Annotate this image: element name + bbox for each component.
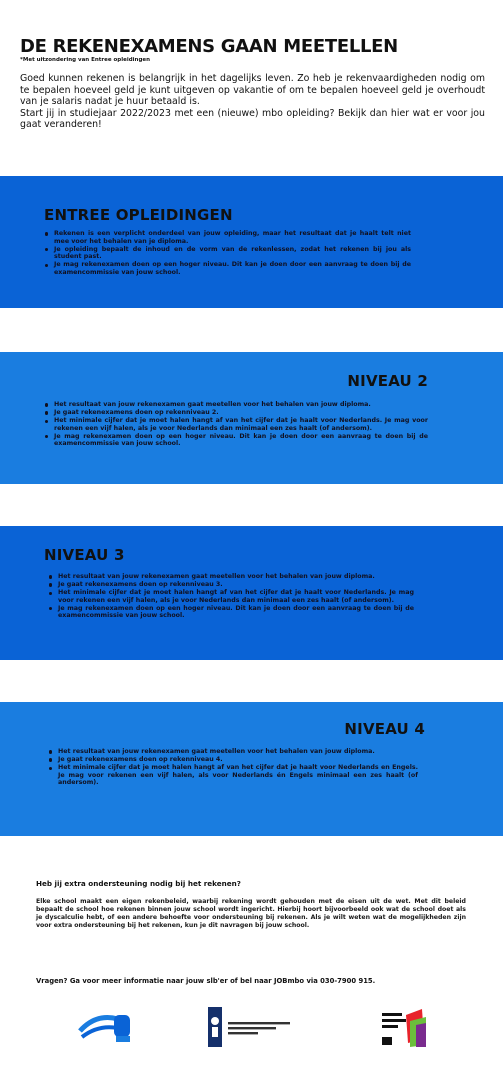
niveau-4-section — [0, 702, 503, 836]
entree-heading: ENTREE OPLEIDINGEN — [44, 206, 233, 224]
intro-text — [20, 73, 485, 131]
page-header — [20, 38, 485, 131]
niveau-3-heading: NIVEAU 3 — [44, 546, 125, 564]
list-item: Je gaat rekenexamens doen op rekenniveau 3. — [48, 581, 414, 589]
list-item: Het minimale cijfer dat je moet halen hangt af van het cijfer dat je haalt voor Nederlands. Je mag voor rekenen een vijf halen, als je voor Nederlands dan minimaal een zes haalt (of andersom). — [44, 417, 428, 432]
list-item: Je opleiding bepaalt de inhoud en de vorm van de rekenlessen, zodat het rekenen bij jou als student past. — [44, 246, 411, 261]
niveau-2-list — [44, 401, 428, 449]
list-item: Je gaat rekenexamens doen op rekenniveau 2. — [44, 409, 428, 417]
niveau-4-heading: NIVEAU 4 — [344, 720, 425, 738]
list-item: Het minimale cijfer dat je moet halen hangt af van het cijfer dat je haalt voor Nederlands. Je mag voor rekenen een vijf halen, als je voor Nederlands dan minimaal een zes haalt (of andersom). — [48, 589, 414, 604]
niveau-2-section — [0, 352, 503, 484]
list-item: Het minimale cijfer dat je moet halen hangt af van het cijfer dat je haalt voor Nederlands en Engels. Je mag voor rekenen een vijf halen, als voor Nederlands én Engels minimaal een zes haalt (of andersom). — [48, 764, 418, 787]
rijksoverheid-logo — [208, 1007, 326, 1047]
intro-paragraph-1: Goed kunnen rekenen is belangrijk in het dagelijks leven. Zo heb je rekenvaardigheden nodig om te bepalen hoeveel geld je kunt uitgeven op vakantie of om te bepalen hoeveel geld je overhoudt van je salaris nadat je huur betaald is. — [20, 73, 485, 108]
list-item: Je mag rekenexamen doen op een hoger niveau. Dit kan je doen door een aanvraag te doen bij de examencommissie van jouw school. — [44, 433, 428, 448]
entree-list — [44, 230, 411, 277]
title-footnote: *Met uitzondering van Entree opleidingen — [20, 57, 151, 63]
list-item: Rekenen is een verplicht onderdeel van jouw opleiding, maar het resultaat dat je haalt telt niet mee voor het behalen van je diploma. — [44, 230, 411, 245]
support-body: Elke school maakt een eigen rekenbeleid, waarbij rekening wordt gehouden met de eisen uit de wet. Met dit beleid bepaalt de school hoe rekenen binnen jouw school wordt ingericht. Hierbij hoort bijvoorbeeld ook wat de school doet als je dyscalculie hebt, of een andere behoefte voor ondersteuning bij rekenen. Als je wilt weten wat de mogelijkheden zijn voor extra ondersteuning bij het rekenen, kun je dit navragen bij jouw school. — [36, 898, 466, 929]
niveau-2-heading: NIVEAU 2 — [347, 372, 428, 390]
list-item: Het resultaat van jouw rekenexamen gaat meetellen voor het behalen van jouw diploma. — [48, 573, 414, 581]
samen-rekenen-logo — [380, 1003, 428, 1049]
list-item: Je mag rekenexamen doen op een hoger niveau. Dit kan je doen door een aanvraag te doen bij de examencommissie van jouw school. — [48, 605, 414, 620]
intro-paragraph-2: Start jij in studiejaar 2022/2023 met een (nieuwe) mbo opleiding? Bekijk dan hier wat er voor jou gaat veranderen! — [20, 107, 485, 131]
support-section — [36, 879, 466, 930]
list-item: Je gaat rekenexamens doen op rekenniveau 4. — [48, 756, 418, 764]
niveau-4-list — [48, 748, 418, 787]
logo-bar — [0, 1001, 503, 1051]
entree-section — [0, 176, 503, 308]
support-title: Heb jij extra ondersteuning nodig bij het rekenen? — [36, 879, 241, 888]
jobmbo-logo — [78, 1009, 133, 1045]
niveau-3-list — [48, 573, 414, 621]
niveau-3-section — [0, 526, 503, 660]
contact-text: Vragen? Ga voor meer informatie naar jouw slb'er of bel naar JOBmbo via 030-7900 915. — [36, 977, 376, 985]
list-item: Het resultaat van jouw rekenexamen gaat meetellen voor het behalen van jouw diploma. — [44, 401, 428, 409]
list-item: Het resultaat van jouw rekenexamen gaat meetellen voor het behalen van jouw diploma. — [48, 748, 418, 756]
page-title: DE REKENEXAMENS GAAN MEETELLEN — [20, 36, 398, 57]
list-item: Je mag rekenexamen doen op een hoger niveau. Dit kan je doen door een aanvraag te doen bij de examencommissie van jouw school. — [44, 261, 411, 276]
